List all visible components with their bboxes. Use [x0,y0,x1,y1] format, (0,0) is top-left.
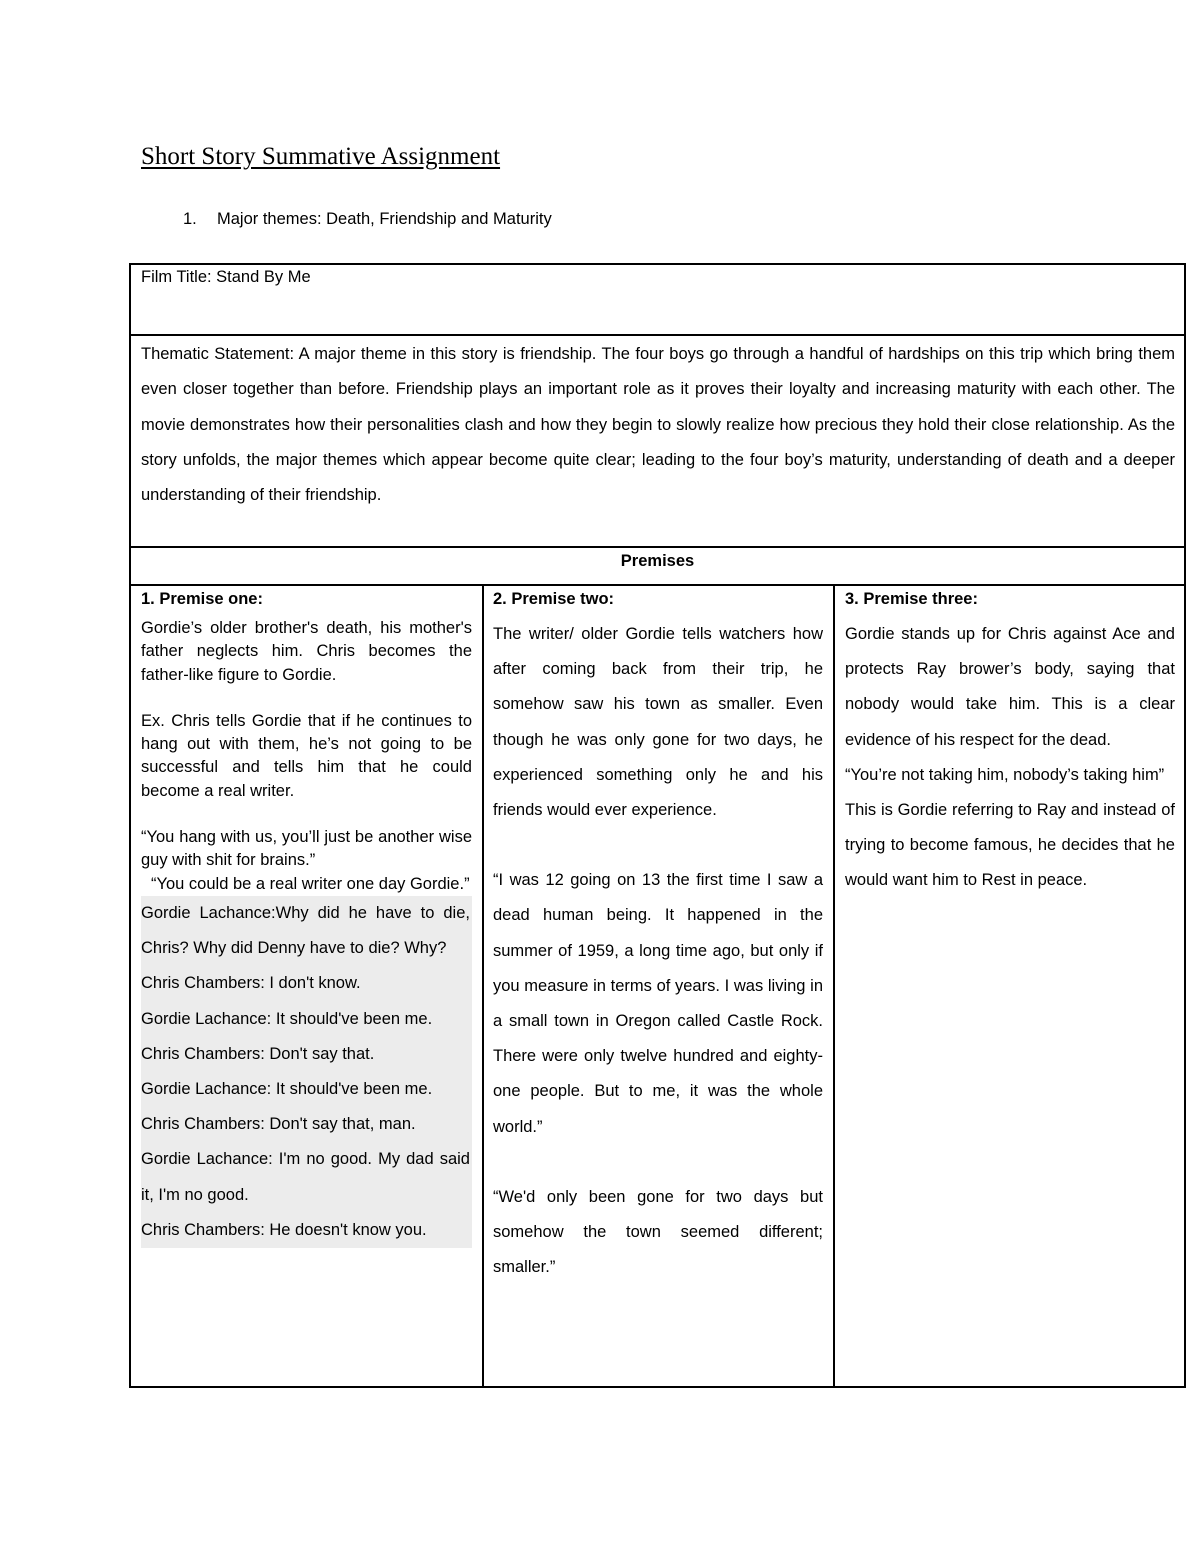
premise-one-cell [141,590,472,1248]
premise-three-paragraph: This is Gordie referring to Ray and instead of trying to become famous, he decides that he would want him to Rest in peace. [845,801,1175,890]
premises-header: Premises [620,552,695,570]
premise-three-quote: “You’re not taking him, nobody’s taking him” [845,765,1165,784]
thematic-statement: Thematic Statement: A major theme in this story is friendship. The four boys go through a handful of hardships on this trip which bring them even closer together than before. Friendship plays an important role as it proves their loyalty and increasing maturity with each other. The movie demonstrates how their personalities clash and how they begin to slowly realize how precious they hold their close relationship. As the story unfolds, the major themes which appear become quite clear; leading to the four boy’s maturity, understanding of death and a deeper understanding of their friendship. [141,345,1175,505]
dialogue-line: Gordie Lachance:Why did he have to die, Chris? Why did Denny have to die? Why? [141,903,470,958]
document-title: Short Story Summative Assignment [141,143,501,170]
dialogue-line: Gordie Lachance: I'm no good. My dad said it, I'm no good. [141,1150,470,1204]
premise-one-quote: “You hang with us, you’ll just be another wise guy with shit for brains.” [141,828,472,870]
table-divider [129,546,1186,548]
premise-two-cell [493,590,823,1285]
premise-two-heading: 2. Premise two: [493,590,615,608]
dialogue-block [141,896,472,1248]
dialogue-line: Gordie Lachance: It should've been me. [141,1079,433,1098]
dialogue-line: Chris Chambers: Don't say that. [141,1044,375,1063]
dialogue-line: Chris Chambers: He doesn't know you. [141,1220,427,1239]
major-themes-item [183,210,552,229]
major-themes-text: Major themes: Death, Friendship and Maturity [217,210,552,228]
dialogue-line: Chris Chambers: I don't know. [141,974,361,993]
column-divider [833,584,835,1388]
premise-one-heading: 1. Premise one: [141,590,263,608]
table-divider [129,584,1186,586]
premise-two-paragraph: The writer/ older Gordie tells watchers how after coming back from their trip, he somehow saw his town as smaller. Even though he was only gone for two days, he experienced something only he and his friends would ever experience. [493,625,823,820]
premise-one-paragraph: Gordie’s older brother's death, his mother's father neglects him. Chris becomes the father-like figure to Gordie. [141,619,472,684]
premise-two-quote: “We'd only been gone for two days but somehow the town seemed different; smaller.” [493,1187,823,1277]
dialogue-line: Chris Chambers: Don't say that, man. [141,1115,416,1134]
dialogue-line: Gordie Lachance: It should've been me. [141,1009,433,1028]
list-number: 1. [183,210,197,228]
premise-one-example: Ex. Chris tells Gordie that if he continues to hang out with them, he’s not going to be successful and tells him that he could become a real writer. [141,711,472,800]
premise-three-cell [845,590,1175,899]
premise-three-heading: 3. Premise three: [845,590,978,608]
premise-one-quote: “You could be a real writer one day Gordie.” [151,874,470,893]
film-title: Film Title: Stand By Me [141,268,311,286]
column-divider [482,584,484,1388]
table-divider [129,334,1186,336]
premise-three-paragraph: Gordie stands up for Chris against Ace and protects Ray brower’s body, saying that nobody would take him. This is a clear evidence of his respect for the dead. [845,625,1175,749]
premise-two-quote: “I was 12 going on 13 the first time I saw a dead human being. It happened in the summer of 1959, a long time ago, but only if you measure in terms of years. I was living in a small town in Oregon called Castle Rock. There were only twelve hundred and eighty-one people. But to me, it was the whole world.” [493,871,823,1136]
